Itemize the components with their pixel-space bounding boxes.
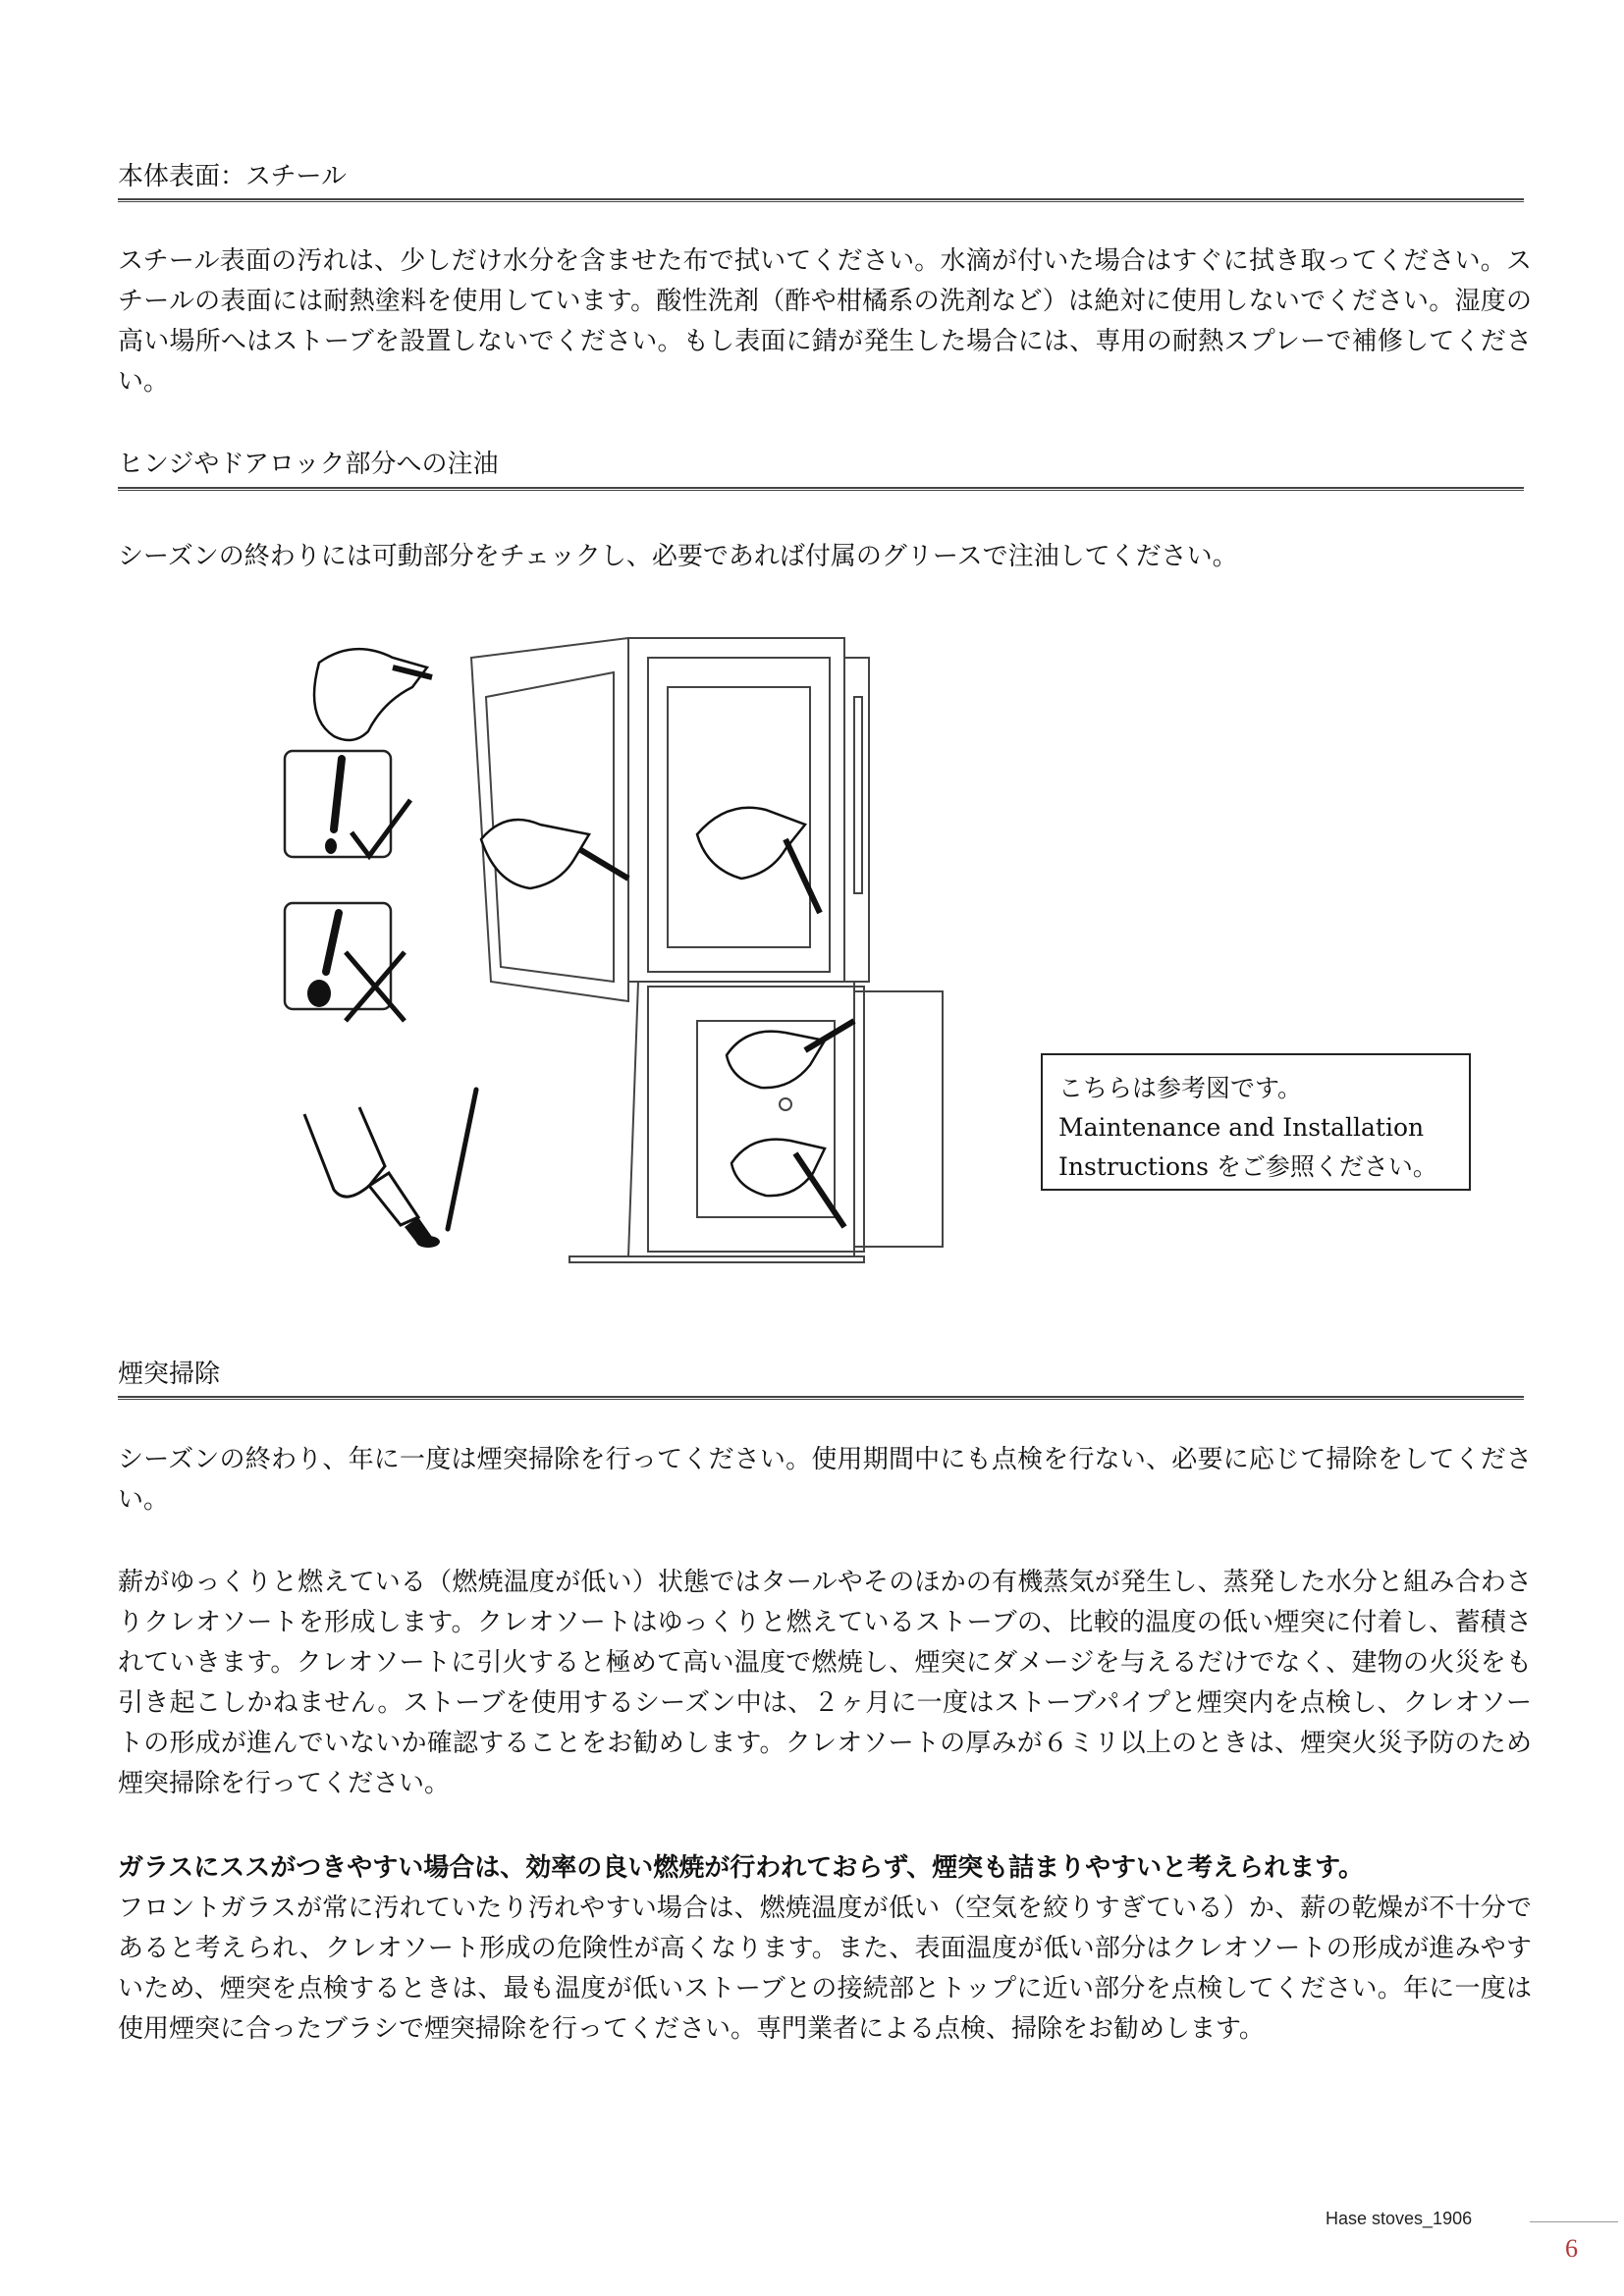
correct-icon [285,751,410,857]
incorrect-icon [285,903,405,1021]
paragraph-chimney-intro: シーズンの終わり、年に一度は煙突掃除を行ってください。使用期間中にも点検を行ない、必要に応じて掃除をしてください。 [118,1445,1532,1515]
note-line: こちらは参考図です。 [1058,1074,1303,1102]
section-heading-chimney: 煙突掃除 [118,1360,221,1389]
paragraph-creosote: 薪がゆっくりと燃えている（燃焼温度が低い）状態ではタールやそのほかの有機蒸気が発生し、蒸発した水分と組み合わさりクレオソートを形成します。クレオソートはゆっくりと燃えているストーブの、比較的温度の低い煙突に付着し、蓄積されていきます。クレオソートに引火すると極めて高い温度で燃焼し、煙突にダメージを与えるだけでなく、建物の火災をも引き起こしかねません。ストーブを使用するシーズン中は、２ヶ月に一度はストーブパイプと煙突内を点検し、クレオソートの形成が進んでいないか確認することをお勧めします。クレオソートの厚みが６ミリ以上のときは、煙突火災予防のため煙突掃除を行ってください。 [118,1568,1532,1798]
paragraph-steel-care: スチール表面の汚れは、少しだけ水分を含ませた布で拭いてください。水滴が付いた場合はすぐに拭き取ってください。スチールの表面には耐熱塗料を使用しています。酸性洗剤（酢や柑橘系の洗剤など）は絶対に使用しないでください。湿度の高い場所へはストーブを設置しないでください。もし表面に錆が発生した場合には、専用の耐熱スプレーで補修してください。 [118,246,1532,397]
paragraph-soot-warning: ガラスにススがつきやすい場合は、効率の良い燃焼が行われておらず、煙突も詰まりやすいと考えられます。 [118,1853,1365,1883]
reference-note-box [1041,1053,1471,1191]
section-divider [118,1396,1524,1400]
grease-tube-icon [304,1090,476,1248]
paragraph-lubrication: シーズンの終わりには可動部分をチェックし、必要であれば付属のグリースで注油してください。 [118,542,1238,571]
paragraph-front-glass: フロントガラスが常に汚れていたり汚れやすい場合は、燃焼温度が低い（空気を絞りすぎている）か、薪の乾燥が不十分であると考えられ、クレオソート形成の危険性が高くなります。また、表面温度が低い部分はクレオソートの形成が進みやすいため、煙突を点検するときは、最も温度が低いストーブとの接続部とトップに近い部分を点検してください。年に一度は使用煙突に合ったブラシで煙突掃除を行ってください。専門業者による点検、掃除をお勧めします。 [118,1894,1532,2044]
section-heading-lubrication: ヒンジやドアロック部分への注油 [118,450,499,479]
page-number: 6 [1565,2234,1578,2263]
footer-document-id: Hase stoves_1906 [1326,2209,1473,2228]
footer-divider [1530,2221,1618,2222]
lubrication-figure [275,628,1021,1266]
stove-icon [471,638,943,1262]
hand-icon [314,649,854,1227]
section-divider [118,198,1524,202]
note-line: Maintenance and Installation [1058,1113,1425,1142]
section-heading-steel: 本体表面：スチール [118,162,347,191]
note-line: Instructions をご参照ください。 [1058,1152,1437,1181]
section-divider [118,487,1524,491]
